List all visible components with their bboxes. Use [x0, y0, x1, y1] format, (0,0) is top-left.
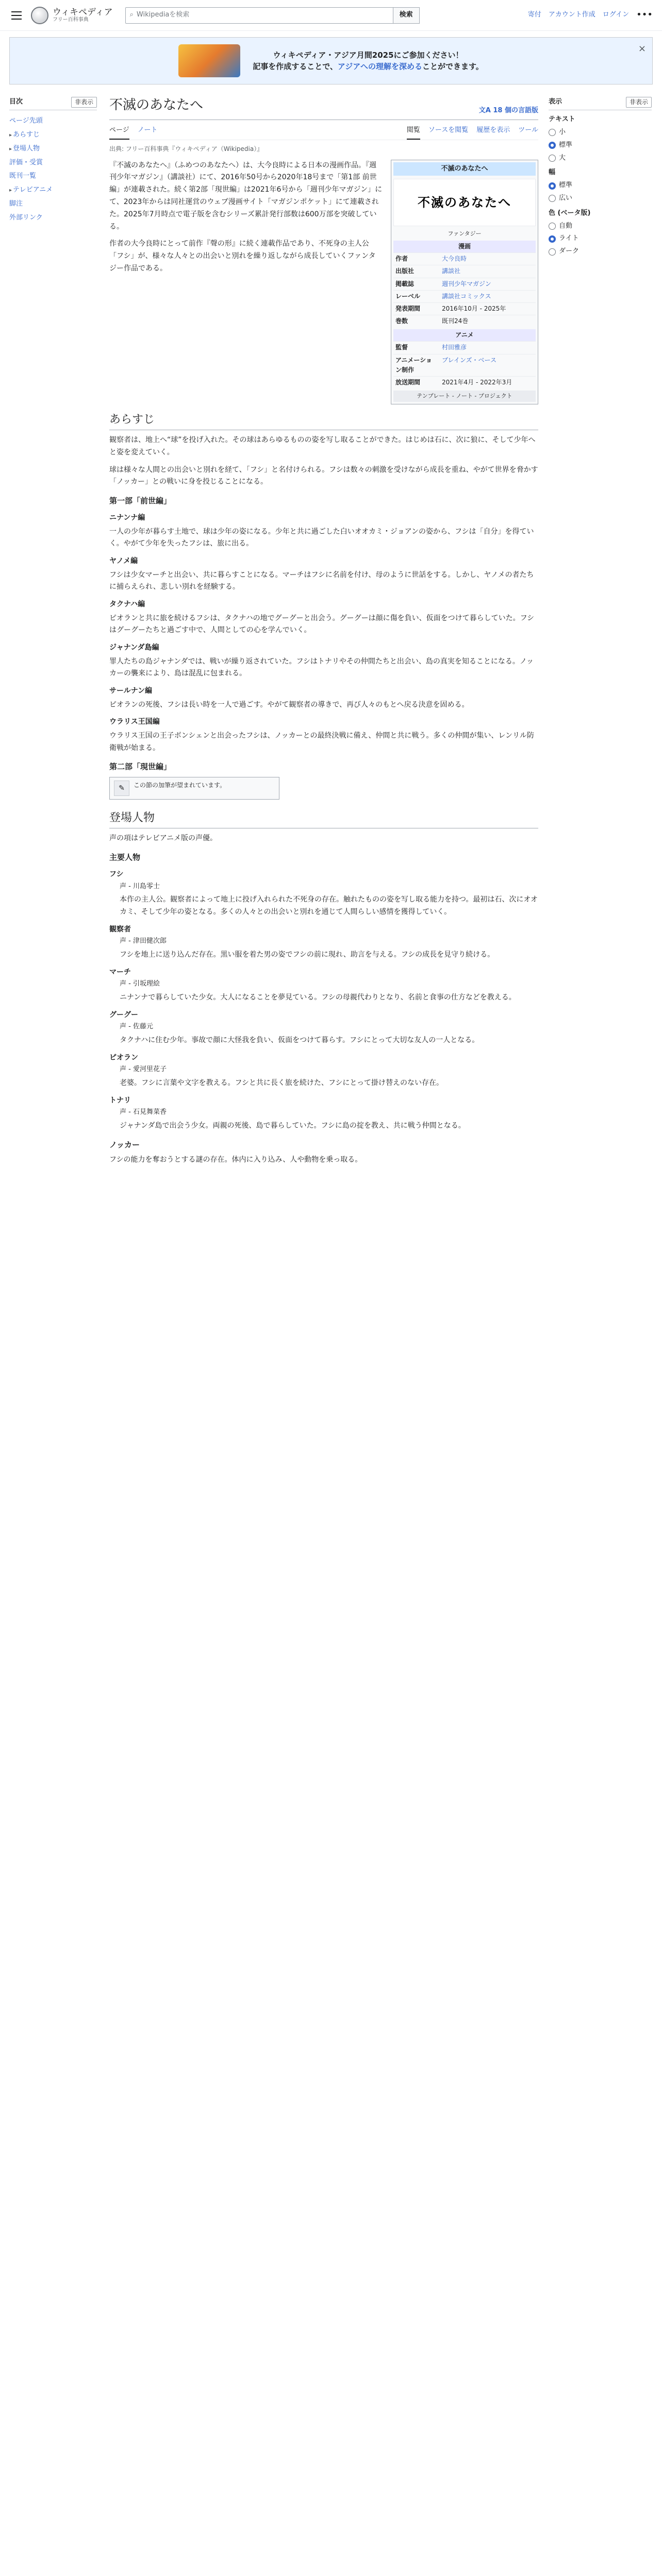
edit-icon: ✎ [114, 781, 129, 796]
text-size-option[interactable]: 標準 [549, 140, 652, 151]
banner-line2-prefix: 記事を作成することで、 [253, 62, 338, 71]
arc-paragraph: 一人の少年が暮らす土地で、球は少年の姿になる。少年と共に過ごした白いオオカミ・ジョアンの姿から、フシは「自分」を得ていく。やがて少年を失ったフシは、旅に出る。 [109, 527, 534, 548]
synopsis-paragraph: 球は様々な人間との出会いと別れを経て、「フシ」と名付けられる。フシは数々の刺激を受けながら成長を重ね、やがて世界を脅かす「ノッカー」との戦いに身を投じることになる。 [109, 465, 538, 486]
text-size-option[interactable]: 大 [549, 153, 652, 164]
asian-month-banner-art [178, 44, 240, 77]
globe-icon [31, 7, 48, 24]
color-title: 色 (ベータ版) [549, 209, 591, 217]
infobox-key: 監督 [395, 344, 408, 351]
tab-tools[interactable]: ツール [518, 126, 538, 134]
site-notice-banner [9, 37, 653, 84]
arc-heading: タクナハ編 [109, 600, 145, 609]
color-option[interactable]: ダーク [549, 246, 652, 257]
arc-heading: ヤノメ編 [109, 557, 138, 566]
character-name: グーグー [109, 1011, 138, 1020]
section-heading: あらすじ [109, 411, 538, 430]
text-size-title: テキスト [549, 115, 575, 124]
arc-heading: ジャナンダ島編 [109, 643, 159, 652]
from-line: 出典: フリー百科事典『ウィキペディア（Wikipedia）』 [109, 145, 263, 153]
nokker-paragraph: フシの能力を奪おうとする謎の存在。体内に入り込み、人や動物を乗っ取る。 [109, 1155, 362, 1164]
donate-link[interactable]: 寄付 [527, 11, 541, 19]
tab-talk[interactable]: ノート [137, 126, 158, 134]
infobox-key: 出版社 [395, 267, 415, 275]
subsection-heading: 第一部「前世編」 [109, 496, 172, 506]
expand-notice-text: この節の加筆が望まれています。 [134, 782, 226, 789]
character-description: 本作の主人公。観察者によって地上に投げ入れられた不死身の存在。触れたものの姿を写し取る能力を持つ。最初は石、次にオオカミ、そして少年の姿となる。多くの人々との出会いと別れを通じて人間らしい感情を獲得していく。 [120, 895, 538, 917]
width-option[interactable]: 標準 [549, 180, 652, 191]
toc-item[interactable]: 外部リンク [9, 213, 43, 222]
character-name: マーチ [109, 968, 131, 977]
subsection-heading: 主要人物 [109, 853, 141, 862]
infobox-value[interactable]: 週刊少年マガジン [442, 280, 491, 287]
search-input[interactable] [125, 7, 393, 24]
main-menu-button[interactable] [9, 9, 24, 22]
character-description: フシを地上に送り込んだ存在。黒い服を着た男の姿でフシの前に現れ、助言を与える。フシの成長を見守り続ける。 [120, 951, 495, 959]
character-name: 観察者 [109, 925, 131, 934]
section-heading: 登場人物 [109, 809, 538, 828]
search-form [125, 7, 420, 24]
toc-item[interactable]: ページ先頭 [9, 117, 43, 125]
character-description: タクナハに住む少年。事故で顔に大怪我を負い、仮面をつけて暮らす。フシにとって大切な友人の一人となる。 [120, 1036, 479, 1045]
infobox-key: レーベル [395, 292, 421, 300]
table-of-contents [9, 91, 97, 1172]
infobox-value: 2021年4月 - 2022年3月 [442, 379, 512, 386]
arc-heading: ウラリス王国編 [109, 718, 160, 726]
top-header [0, 0, 662, 31]
width-title: 幅 [549, 168, 556, 177]
wikipedia-logo[interactable] [31, 7, 113, 24]
appearance-panel [549, 91, 652, 1172]
expand-notice [109, 777, 279, 800]
color-option[interactable]: 自動 [549, 221, 652, 232]
appearance-hide-button[interactable]: 非表示 [626, 97, 652, 108]
infobox-section-anime: アニメ [393, 329, 536, 341]
infobox-key: アニメーション制作 [395, 356, 432, 374]
language-button[interactable]: 文A 18 個の言語版 [478, 106, 538, 114]
infobox-key: 掲載誌 [395, 280, 415, 287]
appearance-title: 表示 [549, 98, 562, 106]
text-size-option[interactable]: 小 [549, 127, 652, 138]
arc-heading: サールナン編 [109, 687, 153, 696]
infobox-nav[interactable]: テンプレート - ノート - プロジェクト [393, 391, 536, 402]
character-voice: 声 - 愛河里花子 [120, 1065, 167, 1074]
infobox-value[interactable]: 村田雅彦 [442, 344, 467, 351]
title-logo-image: 不滅のあなたへ [393, 179, 536, 226]
infobox-title: 不滅のあなたへ [393, 162, 536, 176]
toc-item[interactable]: ▸ テレビアニメ [9, 186, 53, 194]
close-icon[interactable]: × [638, 43, 646, 54]
infobox-value[interactable]: 講談社コミックス [442, 292, 491, 300]
infobox-section-manga: 漫画 [393, 241, 536, 252]
subsection-heading: 第二部「現世編」 [109, 762, 172, 772]
character-voice: 声 - 石見舞菜香 [120, 1108, 167, 1116]
toc-hide-button[interactable]: 非表示 [71, 97, 97, 108]
page-tabs [109, 122, 538, 141]
more-options-icon[interactable]: ••• [636, 9, 653, 21]
page-title: 不滅のあなたへ [109, 97, 204, 113]
character-name: フシ [109, 870, 124, 879]
banner-line1: ウィキペディア・アジア月間2025にご参加ください！ [273, 50, 464, 60]
character-voice: 声 - 佐藤元 [120, 1023, 153, 1031]
infobox-value[interactable]: ブレインズ・ベース [442, 356, 496, 364]
banner-link[interactable]: アジアへの理解を深める [337, 62, 422, 71]
character-voice: 声 - 引坂理絵 [120, 980, 160, 988]
chevron-down-icon[interactable]: ▸ [9, 132, 12, 138]
character-voice: 声 - 川島零士 [120, 882, 160, 890]
tab-read[interactable]: 閲覧 [407, 122, 420, 140]
character-description: ジャナンダ島で出会う少女。両親の死後、島で暮らしていた。フシに島の掟を教え、共に戦う仲間となる。 [120, 1122, 466, 1130]
arc-paragraph: フシは少女マーチと出会い、共に暮らすことになる。マーチはフシに名前を付け、母のように世話をする。しかし、ヤノメの者たちに捕らえられ、悲しい別れを経験する。 [109, 570, 534, 591]
logo-subtitle: フリー百科事典 [53, 17, 89, 23]
logo-title: ウィキペディア [53, 7, 113, 18]
infobox-genre: ファンタジー [448, 230, 482, 238]
subsection-heading: ノッカー [109, 1140, 140, 1149]
width-option[interactable]: 広い [549, 193, 652, 204]
arc-paragraph: ウラリス王国の王子ボンシェンと出会ったフシは、ノッカーとの最終決戦に備え、仲間と共に戦う。多くの仲間が集い、レンリル防衛戦が始まる。 [109, 731, 535, 752]
toc-item[interactable]: 脚注 [9, 199, 23, 208]
character-voice: 声 - 津田健次郎 [120, 937, 167, 945]
banner-text [253, 49, 484, 73]
arc-heading: ニナンナ編 [109, 514, 145, 522]
infobox-value: 既刊24巻 [442, 317, 469, 325]
tab-history[interactable]: 履歴を表示 [476, 126, 510, 134]
intro-paragraph: 『不滅のあなたへ』（ふめつのあなたへ）は、大今良時による日本の漫画作品。『週刊少年マガジン』（講談社）にて、2016年50号から2020年18号まで「第1部 前世編」が連載された。続く第2部「現世編」は2021年6号から「週刊少年マガジン」にて、2023年からは同社運営のウェブ漫画サイト「マガジンポケット」にて連載された。2025年7月時点で電子版を含むシリーズ累計発行部数は600万部を突破している。 [109, 161, 383, 231]
toc-title: 目次 [9, 98, 23, 106]
main-content [97, 91, 549, 1172]
character-description: 老婆。フシに言葉や文字を教える。フシと共に長く旅を続けた、フシにとって掛け替えのない存在。 [120, 1079, 444, 1088]
infobox-key: 巻数 [395, 317, 408, 325]
character-name: トナリ [109, 1096, 131, 1105]
infobox-key: 発表期間 [395, 304, 421, 312]
infobox-value[interactable]: 講談社 [442, 267, 461, 275]
search-icon: ⌕ [129, 11, 134, 19]
infobox [391, 160, 538, 404]
character-description: ニナンナで暮らしていた少女。大人になることを夢見ている。フシの母親代わりとなり、名前と食事の仕方などを教える。 [120, 993, 516, 1002]
infobox-value[interactable]: 大今良時 [442, 255, 467, 263]
search-button[interactable]: 検索 [393, 7, 420, 24]
intro-paragraph: 作者の大今良時にとって前作『聲の形』に続く連載作品であり、不死身の主人公「フシ」が、様々な人々との出会いと別れを繰り返しながら成長していくファンタジー作品である。 [109, 240, 376, 273]
tab-page[interactable]: ページ [109, 122, 129, 140]
login-link[interactable]: ログイン [602, 11, 630, 19]
synopsis-paragraph: 観察者は、地上へ“球”を投げ入れた。その球はあらゆるものの姿を写し取ることができた。はじめは石に、次に狼に、そして少年へと姿を変えていく。 [109, 436, 536, 456]
infobox-key: 作者 [395, 255, 408, 263]
arc-paragraph: ピオランと共に旅を続けるフシは、タクナハの地でグーグーと出会う。グーグーは顔に傷を負い、仮面をつけて暮らしていた。フシはグーグーたちと過ごす中で、人間としての心を学んでいく。 [109, 614, 535, 635]
characters-intro: 声の項はテレビアニメ版の声優。 [109, 834, 218, 843]
chevron-down-icon[interactable]: ▸ [9, 188, 12, 194]
infobox-key: 放送期間 [395, 379, 421, 386]
toc-item[interactable]: ▸ 登場人物 [9, 144, 40, 152]
search-placeholder: Wikipediaを検索 [136, 11, 190, 19]
banner-line2-suffix: ことができます。 [422, 62, 484, 71]
toc-item[interactable]: 既刊一覧 [9, 172, 37, 180]
chevron-down-icon[interactable]: ▸ [9, 146, 12, 152]
character-name: ピオラン [109, 1054, 138, 1062]
create-account-link[interactable]: アカウント作成 [548, 11, 595, 19]
tab-view-source[interactable]: ソースを閲覧 [428, 126, 469, 134]
infobox-value: 2016年10月 - 2025年 [442, 304, 506, 312]
personal-tools [528, 8, 653, 23]
arc-paragraph: 罪人たちの島ジャナンダでは、戦いが繰り返されていた。フシはトナリやその仲間たちと出会い、島の真実を知ることになる。ノッカーの襲来により、島は混乱に包まれる。 [109, 657, 534, 678]
toc-item[interactable]: 評価・受賞 [9, 158, 43, 166]
arc-paragraph: ピオランの死後、フシは長い時を一人で過ごす。やがて観察者の導きで、再び人々のもとへ戻る決意を固める。 [109, 700, 469, 709]
toc-item[interactable]: ▸ あらすじ [9, 130, 40, 139]
color-option[interactable]: ライト [549, 233, 652, 244]
